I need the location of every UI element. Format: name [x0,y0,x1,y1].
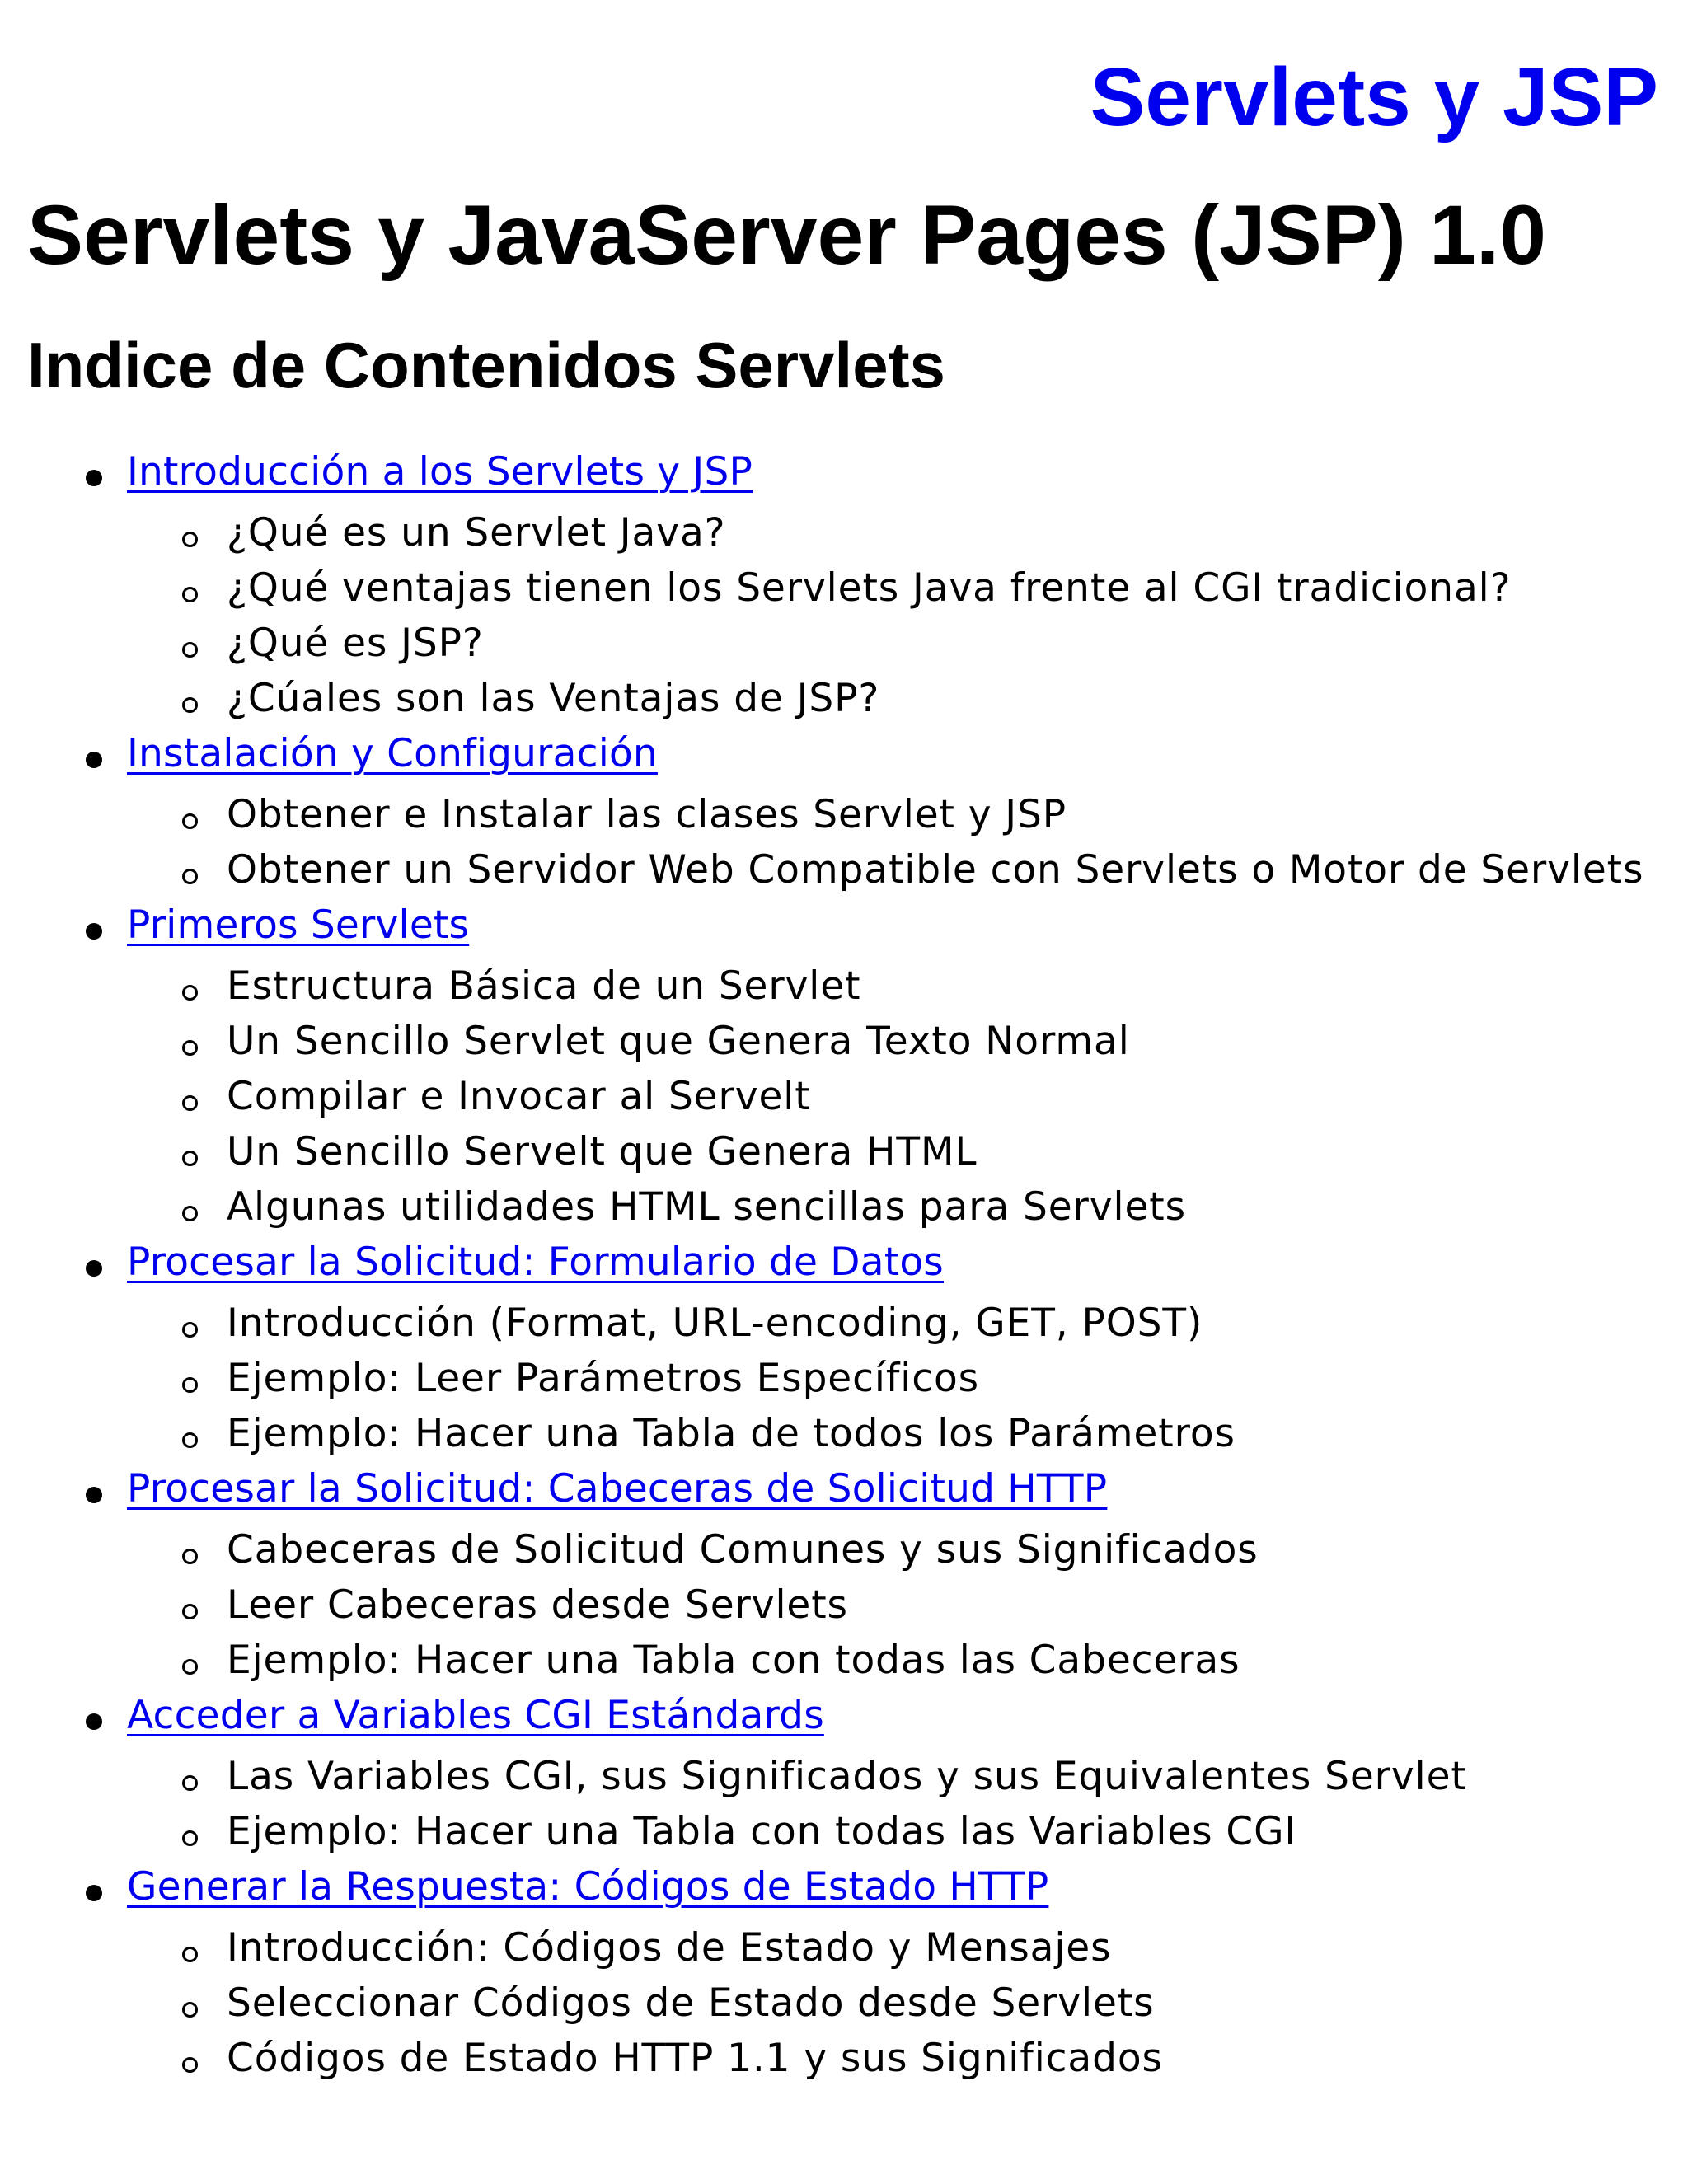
toc-subitem [227,1922,1688,1977]
circle-bullet-icon [182,1040,198,1056]
circle-bullet-icon [182,1322,198,1338]
toc-link-cabeceras-http[interactable]: Procesar la Solicitud: Cabeceras de Solicitud HTTP [127,1466,1108,1511]
toc-subitem [227,1634,1688,1690]
toc-subitem-label: Ejemplo: Leer Parámetros Específicos [227,1356,980,1401]
toc-subitem-label: Introducción: Códigos de Estado y Mensajes [227,1925,1112,1971]
circle-bullet-icon [182,869,198,884]
toc-subitem-label: ¿Qué ventajas tienen los Servlets Java frente al CGI tradicional? [227,565,1512,611]
toc-link-codigos-estado[interactable]: Generar la Respuesta: Códigos de Estado HTTP [127,1864,1049,1910]
circle-bullet-icon [182,1206,198,1221]
circle-bullet-icon [182,532,198,547]
toc-subitem [227,789,1688,844]
toc-section [0,899,1688,1236]
toc-subitem [227,1579,1688,1634]
toc-subitem-label: Obtener un Servidor Web Compatible con Servlets o Motor de Servlets [227,847,1644,893]
toc-subitem-label: Estructura Básica de un Servlet [227,963,861,1009]
toc-link-instalacion[interactable]: Instalación y Configuración [127,731,658,776]
toc-section [0,1236,1688,1463]
toc-subitem [227,507,1688,562]
toc-subitem [227,1352,1688,1408]
circle-bullet-icon [182,642,198,658]
circle-bullet-icon [182,1659,198,1675]
toc-subitem-label: Ejemplo: Hacer una Tabla con todas las Variables CGI [227,1809,1297,1854]
toc-section-header [127,1463,1688,1517]
circle-bullet-icon [182,1775,198,1791]
toc-subitem [227,1071,1688,1126]
toc-subitem-label: Ejemplo: Hacer una Tabla con todas las Cabeceras [227,1638,1240,1683]
toc-subitem-label: Obtener e Instalar las clases Servlet y JSP [227,792,1067,837]
toc-section-header [127,1236,1688,1291]
circle-bullet-icon [182,1604,198,1619]
toc-section [0,1690,1688,1861]
circle-bullet-icon [182,1830,198,1846]
circle-bullet-icon [182,1432,198,1448]
circle-bullet-icon [182,1151,198,1166]
circle-bullet-icon [182,587,198,602]
toc-section-header [127,728,1688,782]
disc-bullet-icon [86,1487,102,1503]
toc-sublist [127,789,1688,899]
circle-bullet-icon [182,1095,198,1111]
toc-subitem [227,960,1688,1015]
circle-bullet-icon [182,2002,198,2018]
toc-subitem [227,844,1688,899]
toc-subitem-label: Introducción (Format, URL-encoding, GET, POST) [227,1301,1203,1346]
toc-section-header [127,446,1688,500]
toc-sublist [127,507,1688,728]
toc-subitem [227,1408,1688,1463]
table-of-contents [0,446,1688,2088]
toc-subitem-label: Seleccionar Códigos de Estado desde Servlets [227,1980,1155,2026]
toc-section-header [127,1690,1688,1744]
toc-sublist [127,960,1688,1236]
circle-bullet-icon [182,1377,198,1393]
toc-link-variables-cgi[interactable]: Acceder a Variables CGI Estándards [127,1693,824,1738]
toc-section-header [127,899,1688,954]
toc-subitem-label: Cabeceras de Solicitud Comunes y sus Significados [227,1527,1259,1572]
toc-subitem-label: Códigos de Estado HTTP 1.1 y sus Significados [227,2036,1163,2081]
page-title: Servlets y JavaServer Pages (JSP) 1.0 [27,188,1546,282]
toc-sublist [127,1297,1688,1463]
circle-bullet-icon [182,697,198,713]
toc-subitem-label: Algunas utilidades HTML sencillas para Servlets [227,1184,1186,1230]
toc-subitem-label: ¿Cúales son las Ventajas de JSP? [227,676,880,721]
toc-section [0,446,1688,728]
toc-subitem [227,673,1688,728]
toc-subitem-label: Compilar e Invocar al Servelt [227,1074,811,1119]
brand-title: Servlets y JSP [1090,51,1658,143]
toc-section [0,1463,1688,1690]
toc-link-introduccion[interactable]: Introducción a los Servlets y JSP [127,449,753,494]
toc-subitem [227,1297,1688,1352]
toc-subitem [227,1977,1688,2032]
toc-section [0,1861,1688,2088]
circle-bullet-icon [182,985,198,1001]
toc-subitem-label: Un Sencillo Servlet que Genera Texto Normal [227,1019,1130,1064]
toc-subitem-label: ¿Qué es un Servlet Java? [227,510,726,555]
disc-bullet-icon [86,1885,102,1901]
toc-subitem-label: Un Sencillo Servelt que Genera HTML [227,1129,978,1174]
toc-subitem-label: Leer Cabeceras desde Servlets [227,1582,848,1628]
toc-section-header [127,1861,1688,1915]
toc-subitem [227,1015,1688,1071]
toc-subitem [227,1181,1688,1236]
circle-bullet-icon [182,1947,198,1962]
toc-subitem [227,2032,1688,2088]
toc-sublist [127,1750,1688,1861]
disc-bullet-icon [86,1713,102,1730]
toc-section [0,728,1688,899]
toc-link-formulario-datos[interactable]: Procesar la Solicitud: Formulario de Datos [127,1240,944,1285]
circle-bullet-icon [182,813,198,829]
disc-bullet-icon [86,923,102,940]
toc-link-primeros-servlets[interactable]: Primeros Servlets [127,902,470,948]
toc-subitem [227,1524,1688,1579]
toc-sublist [127,1524,1688,1690]
toc-sublist [127,1922,1688,2088]
toc-subitem [227,1750,1688,1806]
toc-subitem [227,1126,1688,1181]
toc-subitem [227,617,1688,673]
disc-bullet-icon [86,470,102,486]
toc-subitem-label: Ejemplo: Hacer una Tabla de todos los Parámetros [227,1411,1236,1456]
toc-subitem [227,1806,1688,1861]
disc-bullet-icon [86,1260,102,1277]
circle-bullet-icon [182,2057,198,2073]
circle-bullet-icon [182,1549,198,1564]
toc-subitem [227,562,1688,617]
toc-subitem-label: Las Variables CGI, sus Significados y sus Equivalentes Servlet [227,1754,1467,1799]
section-heading: Indice de Contenidos Servlets [27,329,945,401]
toc-subitem-label: ¿Qué es JSP? [227,621,484,666]
disc-bullet-icon [86,752,102,768]
